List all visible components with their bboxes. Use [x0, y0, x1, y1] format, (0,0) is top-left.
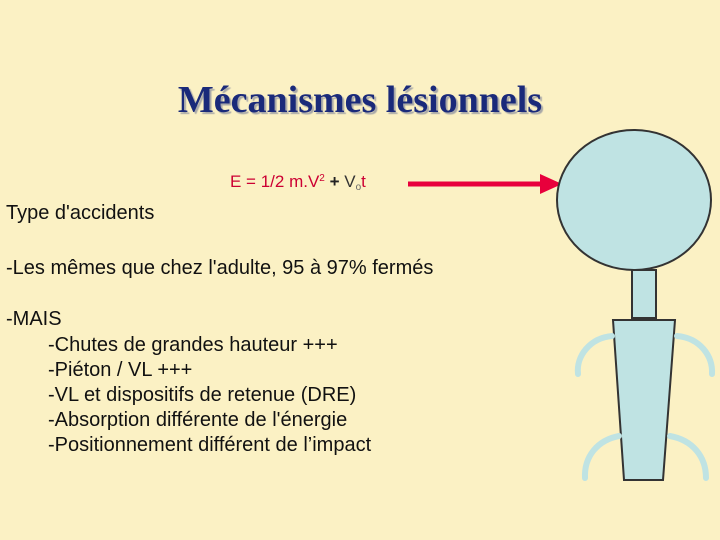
- figure-right-leg: [670, 436, 706, 478]
- formula-t: t: [361, 172, 366, 191]
- right-arrow-icon: [408, 174, 562, 194]
- formula-main: E = 1/2 m.V: [230, 172, 320, 191]
- figure-right-arm: [677, 336, 712, 374]
- same-as-adult-line: -Les mêmes que chez l'adulte, 95 à 97% fermés: [6, 257, 434, 279]
- formula-exponent: 2: [319, 173, 325, 184]
- accident-types-heading: Type d'accidents: [6, 202, 155, 224]
- list-item: -Absorption différente de l'énergie: [48, 409, 348, 431]
- formula-subscript: o: [355, 182, 362, 193]
- figure-head: [557, 130, 711, 270]
- list-item: -Piéton / VL +++: [48, 359, 193, 381]
- slide-title: Mécanismes lésionnels: [177, 79, 543, 121]
- formula-plus: +: [329, 172, 340, 191]
- mais-line: -MAIS: [6, 308, 62, 330]
- figure-torso: [613, 320, 675, 480]
- child-figure-icon: [557, 130, 712, 480]
- formula-v: V: [344, 172, 356, 191]
- list-item: -VL et dispositifs de retenue (DRE): [48, 384, 357, 406]
- figure-neck: [632, 270, 656, 318]
- list-item: -Positionnement différent de l’impact: [48, 434, 372, 456]
- figure-left-arm: [578, 336, 612, 374]
- figure-left-leg: [585, 436, 619, 478]
- list-item: -Chutes de grandes hauteur +++: [48, 334, 338, 356]
